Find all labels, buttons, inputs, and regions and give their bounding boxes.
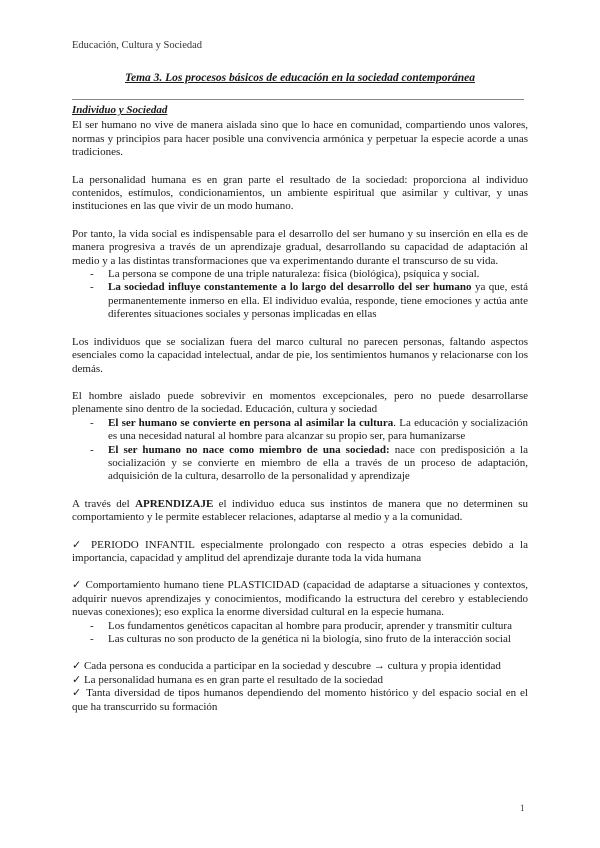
aprendizaje-keyword: APRENDIZAJE xyxy=(135,497,214,510)
list-item xyxy=(72,281,528,321)
list-item-text: Los fundamentos genéticos capacitan al hombre para producir, aprender y transmitir cultura xyxy=(108,619,512,632)
dash-bullet: - xyxy=(90,268,94,281)
list-item xyxy=(72,268,528,281)
paragraph-4: Los individuos que se socializan fuera del marco cultural no parecen personas, faltando aspectos esenciales como la capacidad intelectual, andar de pie, los sentimientos humanos y relacionarse con los demás. xyxy=(72,335,528,375)
paragraph-6 xyxy=(72,498,528,525)
check-item-3: ✓ Tanta diversidad de tipos humanos dependiendo del momento histórico y del espacio social en el que ha transcurrido su formación xyxy=(72,687,528,713)
dash-bullet: - xyxy=(90,443,94,456)
paragraph-7: ✓ PERIODO INFANTIL especialmente prolongado con respecto a otras especies debido a la importancia, capacidad y amplitud del aprendizaje durante toda la vida humana xyxy=(72,538,528,564)
list-item-bold: La sociedad influye constantemente a lo largo del desarrollo del ser humano xyxy=(108,281,472,294)
check-item-1: ✓ Cada persona es conducida a participar en la sociedad y descubre → cultura y propia identidad xyxy=(72,660,501,673)
paragraph-2: La personalidad humana es en gran parte el resultado de la sociedad: proporciona al individuo contenidos, estímulos, condicionamientos, un ambiente espiritual que asimilar y cultivar, y unas instituciones en las que vivir de un modo humano. xyxy=(72,173,528,213)
running-header: Educación, Cultura y Sociedad xyxy=(72,40,203,51)
list-item-text: La persona se compone de una triple naturaleza: física (biológica), psíquica y social. xyxy=(108,268,480,281)
paragraph-1: El ser humano no vive de manera aislada sino que lo hace en comunidad, compartiendo unos valores, normas y principios para hacer posible una convivencia armónica y perpetuar la especie acorde a unas tradiciones. xyxy=(72,119,528,159)
page-number: 1 xyxy=(520,803,525,813)
list-item-text: nace con predisposición a la socialización y se convierte en miembro de ella a través de un proceso de adaptación, adquisición de la cultura, desarrollo de la personalidad y aprendizaje xyxy=(108,443,528,483)
paragraph-6-pre: A través del xyxy=(72,497,136,510)
paragraph-5: El hombre aislado puede sobrevivir en momentos excepcionales, pero no puede desarrollarse plenamente sino dentro de la sociedad. Educación, cultura y sociedad xyxy=(72,389,528,416)
dash-bullet: - xyxy=(90,633,94,645)
dash-bullet: - xyxy=(90,619,94,632)
dash-bullet: - xyxy=(90,416,94,429)
list-item-text: Las culturas no son producto de la genética ni la biología, sino fruto de la interacción social xyxy=(108,633,511,645)
list-item xyxy=(72,444,528,484)
paragraph-6-post: el individuo educa sus instintos de manera que no determinen su comportamiento y le permite establecer relaciones, adaptarse al medio y a la comunidad. xyxy=(72,497,528,524)
list-item-bold: El ser humano no nace como miembro de una sociedad: xyxy=(108,443,390,456)
dash-bullet: - xyxy=(90,281,94,294)
list-item xyxy=(72,633,528,646)
bullet-list-3 xyxy=(72,620,528,647)
list-item-bold: El ser humano se convierte en persona al asimilar la cultura xyxy=(108,416,394,429)
document-title: Tema 3. Los procesos básicos de educación en la sociedad contemporánea xyxy=(125,72,475,84)
check-item-2: ✓ La personalidad humana es en gran parte el resultado de la sociedad xyxy=(72,673,383,686)
paragraph-8: ✓ Comportamiento humano tiene PLASTICIDAD (capacidad de adaptarse a situaciones y contextos, adquirir nuevos aprendizajes y conocimientos, modificando la estructura del cerebro y estableciendo nuevas conexiones); eso explica la enorme diversidad cultural en la especie humana. xyxy=(72,579,528,619)
document-body xyxy=(72,104,528,714)
list-item xyxy=(72,620,528,633)
list-item xyxy=(72,417,528,444)
title-divider xyxy=(72,99,524,100)
paragraph-3: Por tanto, la vida social es indispensable para el desarrollo del ser humano y su inserción en ella es de manera progresiva a través de un aprendizaje gradual, desarrollando su capacidad de adaptación al medio y a las distintas transformaciones que va experimentando durante el transcurso de su vida. xyxy=(72,227,528,267)
bullet-list-2 xyxy=(72,417,528,484)
list-item-text: ya que, está permanentemente inmerso en ella. El individuo evalúa, responde, tiene emociones y actúa ante diferentes situaciones sociales y personas implicadas en ellas xyxy=(108,281,528,321)
section-heading: Individuo y Sociedad xyxy=(72,104,168,116)
bullet-list-1 xyxy=(72,268,528,322)
list-item-text: . La educación y socialización es una necesidad natural al hombre para alcanzar su propio ser, para humanizarse xyxy=(108,416,528,443)
